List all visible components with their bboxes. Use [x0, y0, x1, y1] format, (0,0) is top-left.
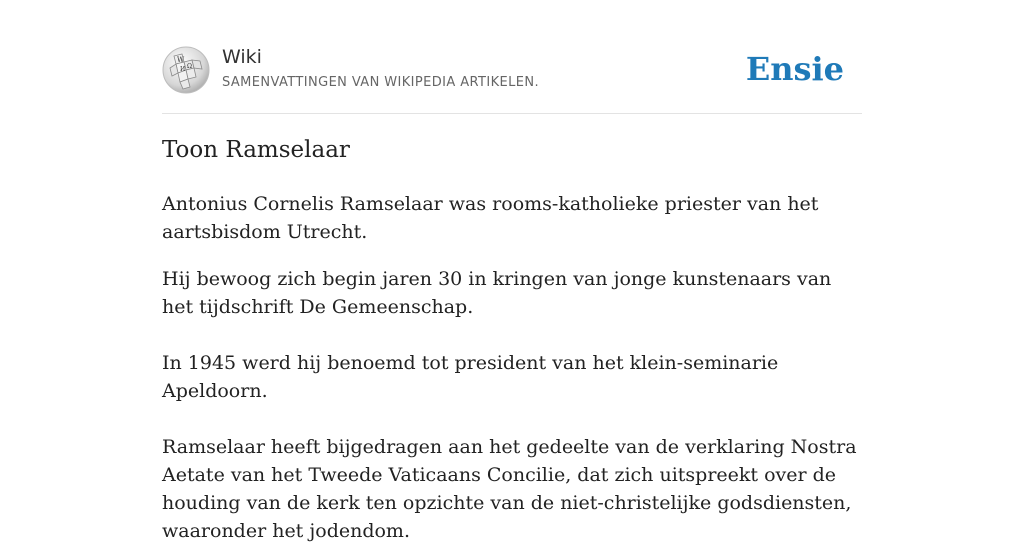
site-header: [162, 40, 862, 114]
article-body: [162, 190, 862, 545]
article-intro: Antonius Cornelis Ramselaar was rooms-katholieke priester van het aartsbisdom Utrecht.: [162, 193, 819, 243]
site-title[interactable]: Wiki: [222, 46, 262, 68]
article-paragraph: Hij bewoog zich begin jaren 30 in kringen van jonge kunstenaars van het tijdschrift De Gemeenschap.: [162, 268, 832, 318]
article-paragraph: In 1945 werd hij benoemd tot president van het klein-seminarie Apeldoorn.: [162, 352, 779, 402]
svg-text:W: W: [177, 56, 185, 64]
svg-text:И: И: [180, 66, 186, 73]
site-subtitle: SAMENVATTINGEN VAN WIKIPEDIA ARTIKELEN.: [222, 75, 540, 90]
svg-text:Ω: Ω: [187, 63, 192, 70]
wikipedia-globe-icon[interactable]: [162, 46, 210, 94]
article-title: Toon Ramselaar: [162, 137, 350, 163]
article-paragraph: Ramselaar heeft bijgedragen aan het gedeelte van de verklaring Nostra Aetate van het Tweede Vaticaans Concilie, dat zich uitspreekt over de houding van de kerk ten opzichte van de niet-christelijke godsdiensten, waaronder het jodendom.: [162, 436, 857, 542]
ensie-logo-link[interactable]: Ensie: [745, 50, 844, 88]
